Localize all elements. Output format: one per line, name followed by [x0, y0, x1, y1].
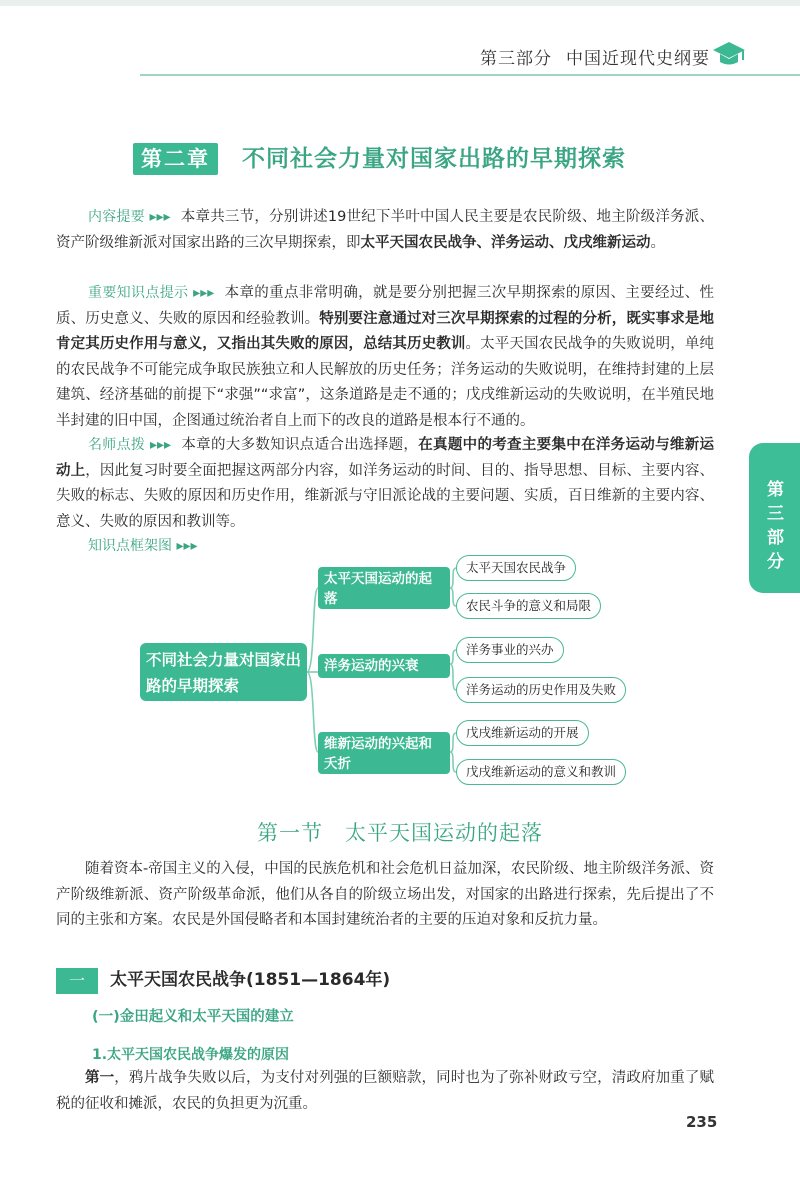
cause-paragraph: 第一，鸦片战争失败以后，为支付对列强的巨额赔款，同时也为了弥补财政亏空，清政府加重了赋税的征收和摊派，农民的负担更为沉重。: [56, 1070, 714, 1112]
teacher-tag: 名师点拨 ▸▸▸: [88, 437, 172, 453]
side-tab-label: 第三部分: [767, 480, 784, 572]
heading-level-1: 太平天国农民战争(1851—1864年): [110, 970, 391, 990]
mindmap-branch-reform: 维新运动的兴起和夭折: [318, 732, 450, 774]
mindmap-leaf: 洋务事业的兴办: [456, 637, 564, 663]
header-part: 第三部分: [480, 49, 552, 69]
section-title: 第一节 太平天国运动的起落: [257, 821, 543, 845]
heading-number-block: 一: [56, 968, 98, 994]
mindmap-leaf: 戊戌维新运动的意义和教训: [456, 759, 626, 785]
page-number: 235: [686, 1113, 718, 1131]
mindmap-leaf: 农民斗争的意义和局限: [456, 593, 601, 619]
framework-tag: 知识点框架图 ▸▸▸: [88, 538, 198, 554]
mindmap-leaf: 洋务运动的历史作用及失败: [456, 677, 626, 703]
mindmap-branch-westernization: 洋务运动的兴衰: [318, 654, 450, 678]
heading-level-3: 1.太平天国农民战争爆发的原因: [92, 1047, 290, 1063]
header-book: 中国近现代史纲要: [566, 49, 710, 69]
heading-level-2: (一)金田起义和太平天国的建立: [92, 1009, 294, 1025]
keypoints-paragraph: 重要知识点提示 ▸▸▸ 本章的重点非常明确，就是要分别把握三次早期探索的原因、主要经过、性质、历史意义、失败的原因和经验教训。特别要注意通过对三次早期探索的过程的分析，既实事求是地肯定其历史作用与意义，又指出其失败的原因，总结其历史教训。太平天国农民战争的失败说明，单纯的农民战争不可能完成争取民族独立和人民解放的历史任务；洋务运动的失败说明，在维持封建的上层建筑、经济基础的前提下“求强”“求富”，这条道路是走不通的；戊戌维新运动的失败说明，在半殖民地半封建的旧中国，企图通过统治者自上而下的改良的道路是根本行不通的。: [56, 285, 714, 429]
chapter-badge: 第二章: [133, 143, 218, 175]
mindmap-leaf: 戊戌维新运动的开展: [456, 720, 589, 746]
keypoints-tag: 重要知识点提示 ▸▸▸: [88, 285, 215, 301]
chapter-title: 不同社会力量对国家出路的早期探索: [242, 146, 626, 172]
teacher-paragraph: 名师点拨 ▸▸▸ 本章的大多数知识点适合出选择题，在真题中的考查主要集中在洋务运动与维新运动上，因此复习时要全面把握这两部分内容，如洋务运动的时间、目的、指导思想、目标、主要内容、失败的标志、失败的原因和历史作用，维新派与守旧派论战的主要问题、实质，百日维新的主要内容、意义、失败的原因和教训等。: [56, 437, 715, 530]
mindmap-leaf: 太平天国农民战争: [456, 555, 576, 581]
section-intro: 随着资本-帝国主义的入侵，中国的民族危机和社会危机日益加深，农民阶级、地主阶级洋务派、资产阶级维新派、资产阶级革命派，他们从各自的阶级立场出发，对国家的出路进行探索，先后提出了不同的主张和方案。农民是外国侵略者和本国封建统治者的主要的压迫对象和反抗力量。: [56, 861, 714, 928]
summary-tag: 内容提要 ▸▸▸: [88, 209, 171, 225]
summary-paragraph: 内容提要 ▸▸▸ 本章共三节，分别讲述19世纪下半叶中国人民主要是农民阶级、地主阶级洋务派、资产阶级维新派对国家出路的三次早期探索，即太平天国农民战争、洋务运动、戊戌维新运动。: [56, 209, 714, 251]
mindmap-branch-taiping: 太平天国运动的起落: [318, 567, 450, 609]
mindmap-root: 不同社会力量对国家出路的早期探索: [140, 643, 307, 701]
